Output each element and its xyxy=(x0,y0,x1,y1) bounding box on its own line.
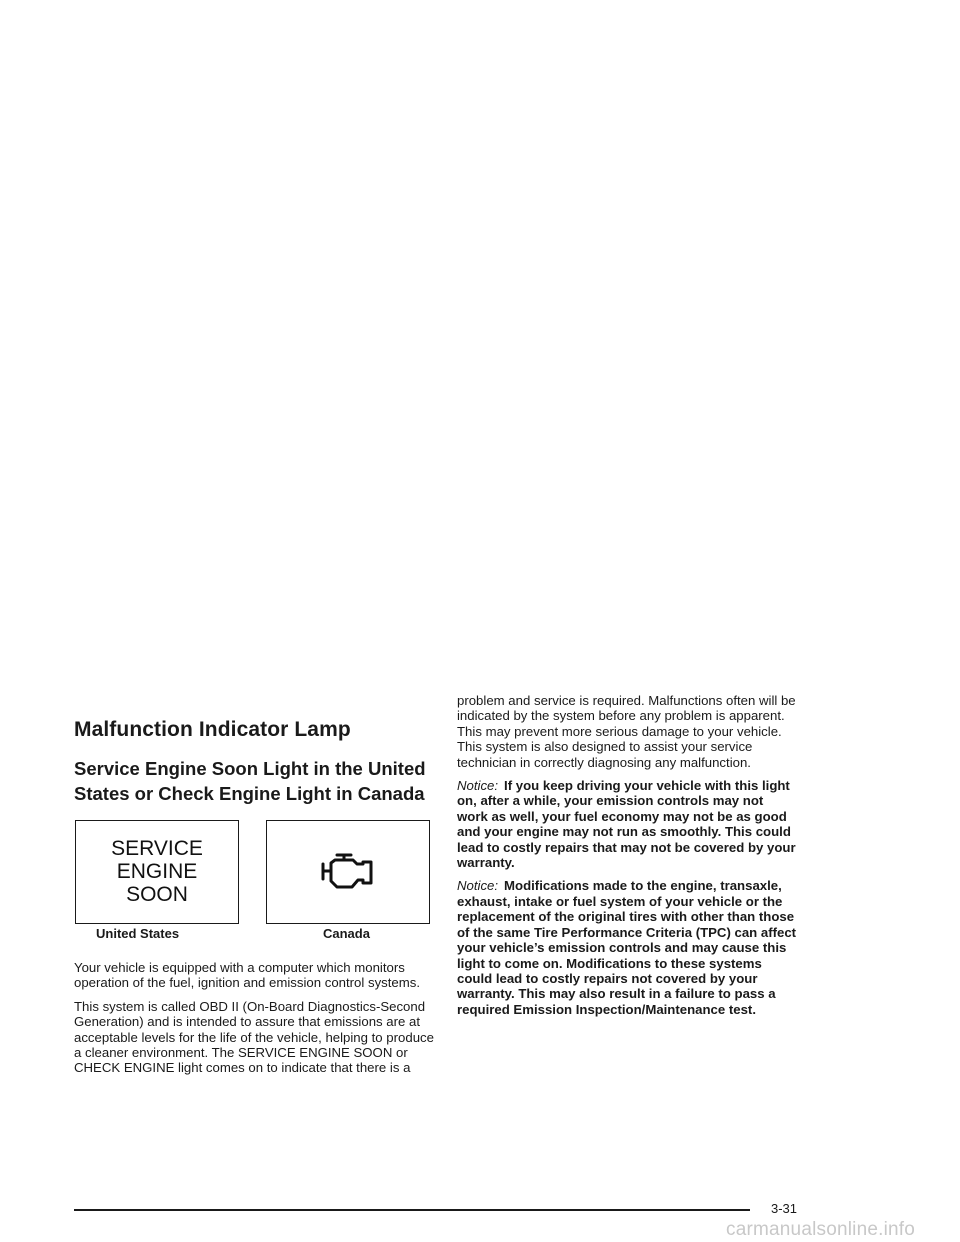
lamp-line: ENGINE xyxy=(116,860,198,883)
footer-rule xyxy=(74,1209,750,1211)
lamp-captions xyxy=(74,926,436,944)
page-number: 3-31 xyxy=(771,1201,798,1216)
paragraph: problem and service is required. Malfunctions often will be indicated by the system before any problem is apparent. This may prevent more serious damage to your vehicle. This system is also designed to assist your service technician in correctly diagnosing any malfunction. xyxy=(457,693,796,770)
section-title: Malfunction Indicator Lamp xyxy=(74,718,351,741)
notice-text: Modifications made to the engine, transaxle, exhaust, intake or fuel system of your vehicle or the replacement of the original tires with other than those of the same Tire Performance Criteria (TPC) can affect your vehicle’s emission controls and may cause this light to come on. Modifications to these systems could lead to costly repairs not covered by your warranty. This may also result in a failure to pass a required Emission Inspection/Maintenance test. xyxy=(457,878,797,1017)
lamp-line: SERVICE xyxy=(111,837,203,860)
left-column xyxy=(74,718,436,1084)
check-engine-lamp xyxy=(266,820,430,924)
notice xyxy=(457,878,797,1017)
service-engine-soon-lamp xyxy=(75,820,239,924)
subsection-title: Service Engine Soon Light in the United States or Check Engine Light in Canada xyxy=(74,758,426,804)
us-caption: United States xyxy=(96,926,180,941)
paragraph: This system is called OBD II (On-Board Diagnostics-Second Generation) and is intended to assure that emissions are at acceptable levels for the life of the vehicle, helping to produce a cleaner environment. The SERVICE ENGINE SOON or CHECK ENGINE light comes on to indicate that there is a xyxy=(74,998,434,1076)
engine-icon xyxy=(315,849,379,895)
notice-text: If you keep driving your vehicle with this light on, after a while, your emission controls may not work as well, your fuel economy may not be as good and your engine may not run as smoothly. This could lead to costly repairs that may not be covered by your warranty. xyxy=(457,778,796,871)
notice xyxy=(457,778,797,870)
right-column xyxy=(457,693,797,1025)
lamp-text xyxy=(76,837,238,906)
lamp-line: SOON xyxy=(126,883,188,906)
paragraph: Your vehicle is equipped with a computer which monitors operation of the fuel, ignition and emission control systems. xyxy=(74,960,420,991)
indicator-lamps xyxy=(74,820,436,924)
watermark: carmanualsonline.info xyxy=(726,1219,916,1240)
notice-label: Notice: xyxy=(457,878,499,894)
notice-label: Notice: xyxy=(457,778,499,794)
canada-caption: Canada xyxy=(323,926,370,941)
